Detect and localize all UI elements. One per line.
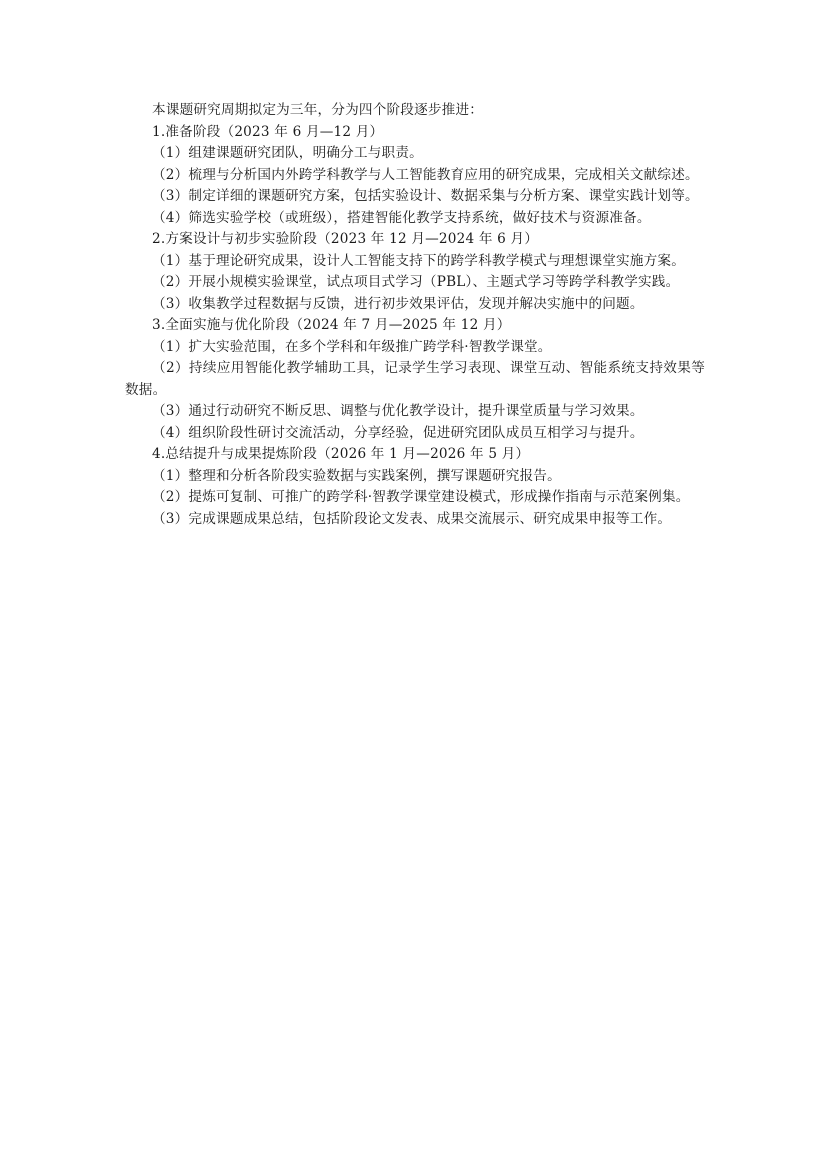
phase-item: （2）梳理与分析国内外跨学科教学与人工智能教育应用的研究成果，完成相关文献综述。	[152, 166, 699, 183]
phase-item: （3）收集教学过程数据与反馈，进行初步效果评估，发现并解决实施中的问题。	[152, 295, 644, 312]
phase-item: （2）持续应用智能化教学辅助工具，记录学生学习表现、课堂互动、智能系统支持效果等数据。	[125, 360, 705, 398]
document-body	[125, 100, 705, 530]
phase-item: （3）通过行动研究不断反思、调整与优化教学设计，提升课堂质量与学习效果。	[152, 403, 644, 419]
phase-title: 4.总结提升与成果提炼阶段（2026 年 1 月—2026 年 5 月）	[152, 446, 530, 462]
phase-item: （1）基于理论研究成果，设计人工智能支持下的跨学科教学模式与理想课堂实施方案。	[152, 252, 686, 269]
phase-title: 3.全面实施与优化阶段（2024 年 7 月—2025 年 12 月）	[152, 317, 511, 333]
intro-paragraph: 本课题研究周期拟定为三年，分为四个阶段逐步推进：	[152, 102, 484, 118]
phase-item: （1）扩大实验范围，在多个学科和年级推广跨学科·智教学课堂。	[152, 338, 552, 355]
phase-item: （3）完成课题成果总结，包括阶段论文发表、成果交流展示、研究成果申报等工作。	[152, 510, 672, 527]
phase-item: （1）整理和分析各阶段实验数据与实践案例，撰写课题研究报告。	[152, 467, 561, 484]
phase-title: 2.方案设计与初步实验阶段（2023 年 12 月—2024 年 6 月）	[152, 231, 539, 247]
phase-item: （4）筛选实验学校（或班级），搭建智能化教学支持系统，做好技术与资源准备。	[152, 209, 651, 226]
phase-title: 1.准备阶段（2023 年 6 月—12 月）	[152, 123, 384, 140]
phase-item: （1）组建课题研究团队，明确分工与职责。	[152, 145, 423, 161]
phase-item: （2）开展小规模实验课堂，试点项目式学习（PBL）、主题式学习等跨学科教学实践。	[152, 274, 680, 290]
phase-item: （4）组织阶段性研讨交流活动，分享经验，促进研究团队成员互相学习与提升。	[152, 424, 644, 441]
phase-item: （3）制定详细的课题研究方案，包括实验设计、数据采集与分析方案、课堂实践计划等。	[152, 188, 699, 204]
phase-item: （2）提炼可复制、可推广的跨学科·智教学课堂建设模式，形成操作指南与示范案例集。	[152, 489, 690, 505]
